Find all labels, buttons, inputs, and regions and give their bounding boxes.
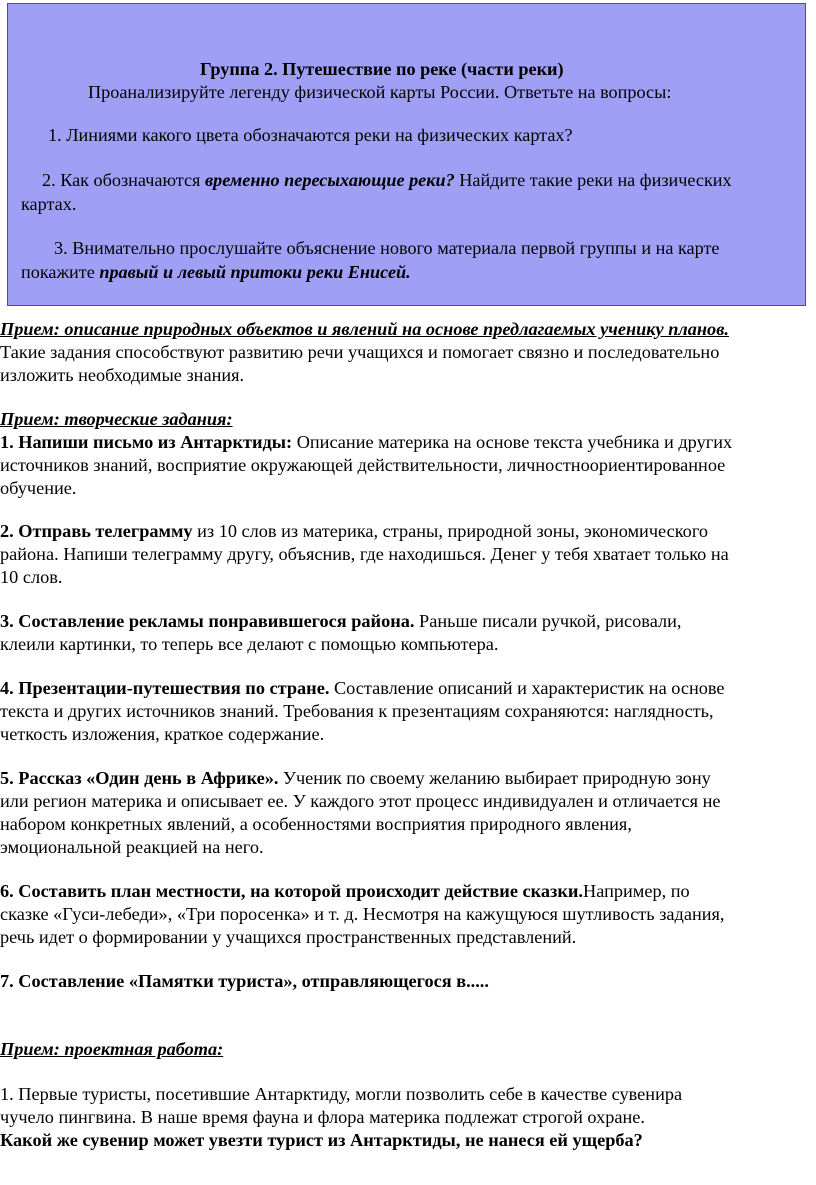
question-3-line-1: 3. Внимательно прослушайте объяснение нового материала первой группы и на карте <box>54 238 720 258</box>
project-line-2: чучело пингвина. В наше время фауна и флора материка подлежат строгой охране. <box>0 1107 645 1127</box>
item-2-text: из 10 слов из материка, страны, природной зоны, экономического <box>192 521 708 541</box>
section-3-heading: Прием: проектная работа: <box>0 1039 224 1059</box>
question-2-prefix: 2. Как обозначаются <box>42 170 205 190</box>
item-4-title: 4. Презентации-путешествия по стране. <box>0 678 330 698</box>
item-6-line-3: речь идет о формировании у учащихся пространственных представлений. <box>0 927 577 947</box>
section-2-heading: Прием: творческие задания: <box>0 409 233 429</box>
item-1-text: Описание материка на основе текста учебника и других <box>292 432 733 452</box>
task-box <box>7 3 806 306</box>
task-box-subtitle: Проанализируйте легенду физической карты России. Ответьте на вопросы: <box>88 82 672 102</box>
section-1-heading: Прием: описание природных объектов и явлений на основе предлагаемых ученику планов. <box>0 319 729 339</box>
item-5-line-4: эмоциональной реакцией на него. <box>0 837 264 857</box>
item-6-title: 6. Составить план местности, на которой происходит действие сказки. <box>0 881 583 901</box>
item-3-line-2: клеили картинки, то теперь все делают с помощью компьютера. <box>0 634 499 654</box>
question-2 <box>42 171 732 189</box>
item-4-text: Составление описаний и характеристик на основе <box>329 678 725 698</box>
item-5-line-3: набором конкретных явлений, а особенностями восприятия природного явления, <box>0 814 632 834</box>
project-line-1: 1. Первые туристы, посетившие Антарктиду, могли позволить себе в качестве сувенира <box>0 1084 683 1104</box>
item-5-line-2: или регион материка и описывает ее. У каждого этот процесс индивидуален и отличается не <box>0 791 721 811</box>
task-box-title: Группа 2. Путешествие по реке (части реки) <box>200 59 564 79</box>
question-3-end: . <box>406 262 411 282</box>
item-1-line-1 <box>0 433 732 451</box>
item-3-title: 3. Составление рекламы понравившегося района. <box>0 611 415 631</box>
project-question: Какой же сувенир может увезти турист из Антарктиды, не нанеся ей ущерба? <box>0 1130 643 1150</box>
question-2-suffix: Найдите такие реки на физических <box>454 170 732 190</box>
item-4-line-3: четкость изложения, краткое содержание. <box>0 724 325 744</box>
item-1-line-2: источников знаний, восприятие окружающей действительности, личностноориентированное <box>0 455 726 475</box>
item-6-line-2: сказке «Гуси-лебеди», «Три поросенка» и т. д. Несмотря на кажущуюся шутливость задания, <box>0 904 725 924</box>
item-4-line-2: текста и других источников знаний. Требования к презентациям сохраняются: наглядность, <box>0 701 714 721</box>
section-1-line-1: Такие задания способствуют развитию речи учащихся и помогает связно и последовательно <box>0 342 720 362</box>
item-3-line-1 <box>0 612 681 630</box>
item-6-line-1 <box>0 882 690 900</box>
item-6-text: Например, по <box>583 881 690 901</box>
item-5-line-1 <box>0 769 711 787</box>
item-1-line-3: обучение. <box>0 478 77 498</box>
item-2-line-2: района. Напиши телеграмму другу, объяснив, где находишься. Денег у тебя хватает только на <box>0 544 729 564</box>
section-1-line-2: изложить необходимые знания. <box>0 365 245 385</box>
item-2-title: 2. Отправь телеграмму <box>0 521 193 541</box>
item-5-title: 5. Рассказ «Один день в Африке». <box>0 768 279 788</box>
item-4-line-1 <box>0 679 725 697</box>
item-5-text: Ученик по своему желанию выбирает природную зону <box>278 768 711 788</box>
question-3-prefix: покажите <box>21 262 100 282</box>
item-1-title: 1. Напиши письмо из Антарктиды: <box>0 432 293 452</box>
question-3-line-2 <box>21 263 411 281</box>
question-2-continued: картах. <box>21 194 77 214</box>
item-2-line-1 <box>0 522 708 540</box>
item-3-text: Раньше писали ручкой, рисовали, <box>414 611 682 631</box>
question-2-emphasis: временно пересыхающие реки? <box>204 170 455 190</box>
item-7: 7. Составление «Памятки туриста», отправляющегося в..... <box>0 971 489 991</box>
question-3-emphasis: правый и левый притоки реки Енисей <box>99 262 407 282</box>
question-1: 1. Линиями какого цвета обозначаются реки на физических картах? <box>48 125 573 145</box>
item-2-line-3: 10 слов. <box>0 567 63 587</box>
